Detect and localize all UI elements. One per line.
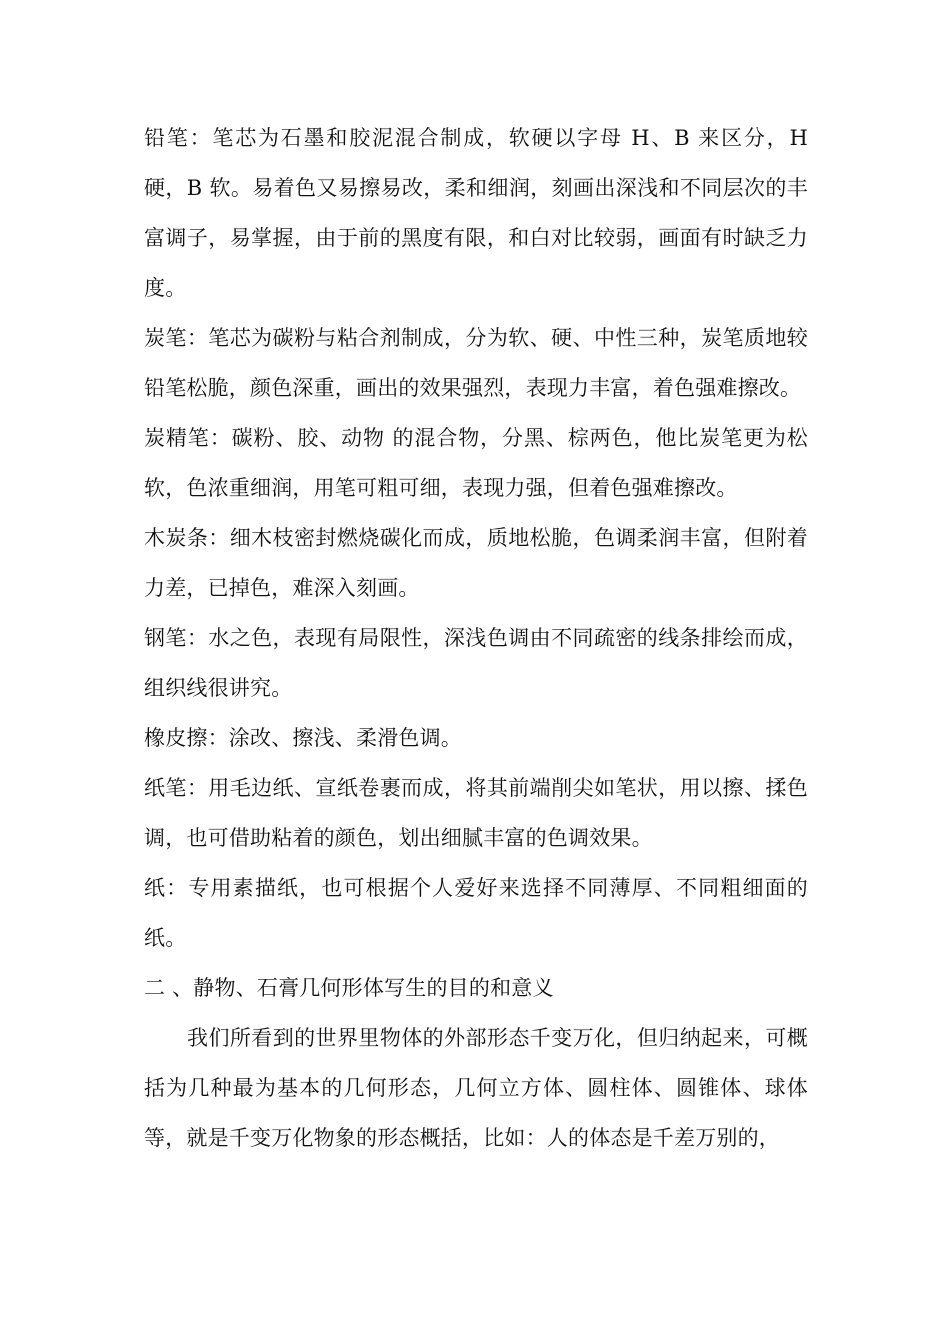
- paragraph-pen: 钢笔：水之色，表现有局限性，深浅色调由不同疏密的线条排绘而成，组织线很讲究。: [144, 626, 808, 700]
- paragraph-pencil: 铅笔：笔芯为石墨和胶泥混合制成，软硬以字母 H、B 来区分，H 硬，B 软。易着色又易擦易改，柔和细润，刻画出深浅和不同层次的丰富调子，易掌握，由于前的黑度有限，和白对比较弱，画面有时缺乏力度。: [144, 126, 808, 300]
- paragraph-charcoal-stick: 木炭条：细木枝密封燃烧碳化而成，质地松脆，色调柔润丰富，但附着力差，已掉色，难深入刻画。: [144, 526, 808, 600]
- paragraph-conte-crayon: 炭精笔：碳粉、胶、动物 的混合物，分黑、棕两色，他比炭笔更为松软，色浓重细润，用笔可粗可细，表现力强，但着色强难擦改。: [144, 426, 808, 500]
- paragraph-charcoal-pencil: 炭笔：笔芯为碳粉与粘合剂制成，分为软、硬、中性三种，炭笔质地较铅笔松脆，颜色深重，画出的效果强烈，表现力丰富，着色强难擦改。: [144, 326, 808, 400]
- paragraph-eraser: 橡皮擦：涂改、擦浅、柔滑色调。: [144, 726, 462, 750]
- paragraph-paper-stump: 纸笔：用毛边纸、宣纸卷裹而成，将其前端削尖如笔状，用以擦、揉色调，也可借助粘着的颜色，划出细腻丰富的色调效果。: [144, 776, 808, 850]
- document-page: [144, 113, 808, 1163]
- body-paragraph: 我们所看到的世界里物体的外部形态千变万化，但归纳起来，可概括为几种最为基本的几何形态，几何立方体、圆柱体、圆锥体、球体等，就是千变万化物象的形态概括，比如：人的体态是千差万别的，: [144, 1026, 808, 1150]
- paragraph-paper: 纸：专用素描纸，也可根据个人爱好来选择不同薄厚、不同粗细面的纸。: [144, 876, 808, 950]
- section-heading: 二 、静物、石膏几何形体写生的目的和意义: [144, 976, 554, 1000]
